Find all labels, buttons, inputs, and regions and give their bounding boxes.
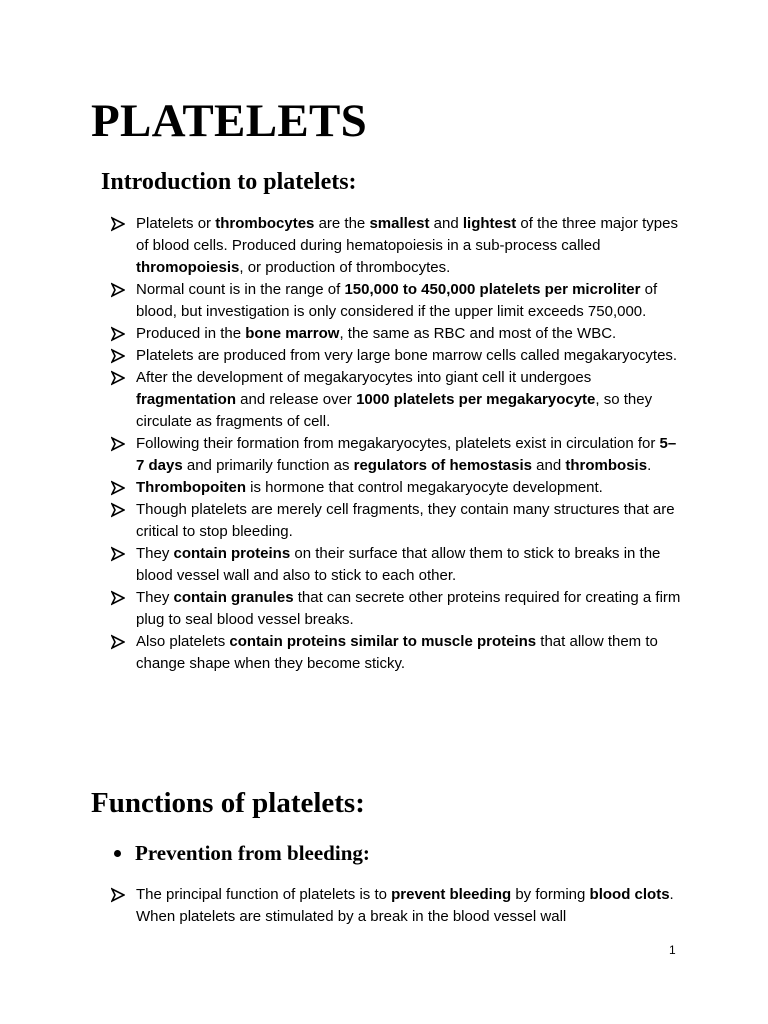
list-item: [111, 279, 681, 323]
text-segment: Following their formation from megakaryocytes, platelets exist in circulation for: [136, 435, 660, 452]
text-segment: After the development of megakaryocytes into giant cell it undergoes: [136, 369, 592, 386]
prevention-subheading-text: Prevention from bleeding:: [135, 841, 370, 865]
arrow-bullet-icon: [111, 884, 127, 906]
list-item: [111, 631, 681, 675]
bold-text: blood clots: [589, 886, 670, 903]
arrow-bullet-icon: [111, 499, 127, 521]
text-segment: that can secrete other proteins required for creating a firm plug to seal blood vessel breaks.: [136, 589, 681, 628]
bold-text: contain proteins: [173, 545, 291, 562]
bold-text: thrombocytes: [215, 215, 315, 232]
bold-text: thrombosis: [565, 457, 648, 474]
list-item: [111, 587, 681, 631]
text-segment: , or production of thrombocytes.: [239, 259, 451, 276]
arrow-bullet-icon: [111, 433, 127, 455]
list-item: [111, 433, 681, 477]
page-title: PLATELETS: [91, 95, 368, 147]
arrow-bullet-icon: [111, 323, 127, 345]
bold-text: contain proteins similar to muscle proteins: [229, 633, 537, 650]
arrow-bullet-icon: [111, 213, 127, 235]
list-item: [111, 345, 681, 367]
intro-bullet-list: [111, 213, 681, 675]
text-segment: and primarily function as: [182, 457, 354, 474]
list-item: [111, 499, 681, 543]
bold-text: lightest: [462, 215, 517, 232]
list-item: [111, 543, 681, 587]
arrow-bullet-icon: [111, 279, 127, 301]
prevention-subheading: [114, 838, 370, 868]
arrow-bullet-icon: [111, 543, 127, 565]
bold-text: smallest: [369, 215, 430, 232]
bold-text: contain granules: [173, 589, 294, 606]
functions-heading: Functions of platelets:: [91, 787, 365, 819]
intro-heading: Introduction to platelets:: [101, 169, 357, 195]
text-segment: Platelets are produced from very large bone marrow cells called megakaryocytes.: [136, 347, 678, 364]
text-segment: They: [136, 545, 174, 562]
text-segment: are the: [314, 215, 370, 232]
arrow-bullet-icon: [111, 367, 127, 389]
text-segment: Produced in the: [136, 325, 246, 342]
text-segment: Platelets or: [136, 215, 216, 232]
text-segment: They: [136, 589, 174, 606]
text-segment: and release over: [236, 391, 357, 408]
bold-text: fragmentation: [136, 391, 237, 408]
text-segment: , so they circulate as fragments of cell.: [136, 391, 653, 430]
bold-text: 1000 platelets per megakaryocyte: [356, 391, 596, 408]
list-item: [111, 884, 681, 928]
bold-text: 150,000 to 450,000 platelets per microliter: [344, 281, 641, 298]
bold-text: bone marrow: [245, 325, 340, 342]
arrow-bullet-icon: [111, 477, 127, 499]
bold-text: regulators of hemostasis: [353, 457, 533, 474]
list-item: [111, 477, 681, 499]
text-segment: of the three major types of blood cells. Produced during hematopoiesis in a sub-process called: [136, 215, 678, 254]
text-segment: and: [429, 215, 463, 232]
list-item: [111, 367, 681, 433]
text-segment: by forming: [511, 886, 590, 903]
text-segment: of blood, but investigation is only considered if the upper limit exceeds 750,000.: [136, 281, 658, 320]
text-segment: The principal function of platelets is to: [136, 886, 392, 903]
text-segment: Also platelets: [136, 633, 230, 650]
text-segment: is hormone that control megakaryocyte development.: [245, 479, 603, 496]
text-segment: .: [647, 457, 652, 474]
bullet-dot-icon: [114, 850, 121, 857]
text-segment: Normal count is in the range of: [136, 281, 345, 298]
text-segment: . When platelets are stimulated by a break in the blood vessel wall: [136, 886, 674, 925]
text-segment: , the same as RBC and most of the WBC.: [339, 325, 617, 342]
bold-text: 5–7 days: [136, 435, 677, 474]
list-item: [111, 323, 681, 345]
arrow-bullet-icon: [111, 631, 127, 653]
bold-text: prevent bleeding: [391, 886, 512, 903]
list-item: [111, 213, 681, 279]
arrow-bullet-icon: [111, 587, 127, 609]
arrow-bullet-icon: [111, 345, 127, 367]
text-segment: that allow them to change shape when they become sticky.: [136, 633, 658, 672]
bold-text: Thrombopoiten: [136, 479, 246, 496]
function-bullet-list: [111, 884, 681, 928]
text-segment: and: [532, 457, 566, 474]
page-number: 1: [669, 943, 676, 957]
text-segment: Though platelets are merely cell fragments, they contain many structures that are critical to stop bleeding.: [136, 501, 675, 540]
text-segment: on their surface that allow them to stick to breaks in the blood vessel wall and also to stick to each other.: [136, 545, 661, 584]
bold-text: thromopoiesis: [136, 259, 240, 276]
